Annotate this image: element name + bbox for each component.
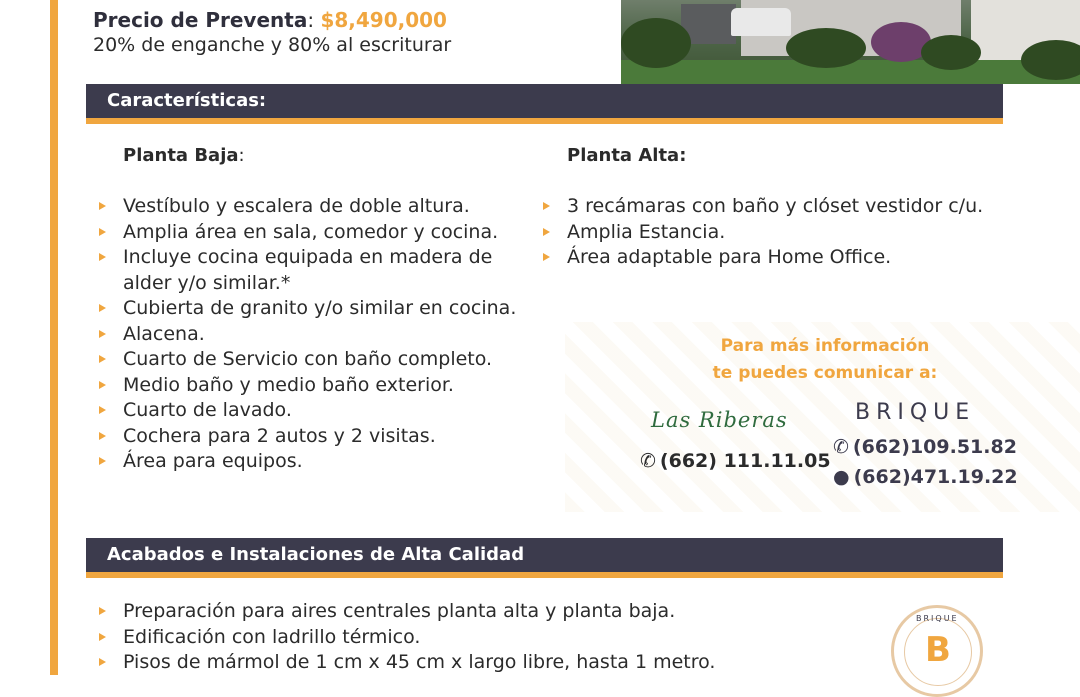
list-item (96, 373, 536, 399)
list-item (96, 398, 536, 424)
seal-mark-icon: B (925, 630, 951, 670)
finishes-header-label: Acabados e Instalaciones de Alta Calidad (107, 544, 525, 565)
presale-price (93, 8, 447, 33)
las-riberas-phone-text: (662) 111.11.05 (659, 450, 831, 472)
list-item-text: Área para equipos. (123, 450, 303, 472)
seal-text: BRIQUE (916, 614, 959, 623)
contact-heading (690, 333, 960, 387)
list-item (540, 220, 990, 246)
car (731, 8, 791, 36)
planta-baja-title (123, 145, 245, 166)
list-item (96, 322, 536, 348)
planta-alta-title: Planta Alta: (567, 145, 687, 166)
payment-terms: 20% de enganche y 80% al escriturar (93, 34, 452, 56)
planta-baja-title-text: Planta Baja (123, 145, 239, 166)
phone-icon: ✆ (640, 450, 656, 472)
features-header-label: Características: (107, 90, 267, 111)
list-item (96, 424, 536, 450)
list-item (96, 625, 876, 651)
bush (621, 18, 691, 68)
list-item (96, 449, 536, 475)
brique-whatsapp-text: (662)471.19.22 (853, 466, 1018, 488)
list-item-text: Edificación con ladrillo térmico. (123, 625, 421, 648)
las-riberas-phone[interactable] (640, 450, 831, 472)
contact-heading-line1: Para más información (720, 336, 930, 356)
bullet-arrow-icon (543, 253, 550, 261)
whatsapp-icon: ● (833, 466, 850, 488)
bush (786, 28, 866, 68)
list-item (96, 650, 876, 676)
contact-heading-line2: te puedes comunicar a: (712, 363, 938, 383)
list-item-text: Cubierta de granito y/o similar en cocina. (123, 297, 517, 319)
list-item (96, 599, 876, 625)
list-item (96, 220, 536, 246)
left-accent-bar (50, 0, 58, 675)
bullet-arrow-icon (99, 304, 106, 312)
list-item (96, 194, 536, 220)
bush (921, 35, 981, 70)
list-item (540, 194, 990, 220)
brique-phone[interactable] (833, 436, 1017, 458)
list-item-text: Alacena. (123, 322, 205, 345)
list-item (96, 347, 536, 373)
list-item-text: Cuarto de lavado. (123, 399, 292, 421)
list-item (96, 296, 536, 322)
list-item-text: Preparación para aires centrales planta alta y planta baja. (123, 600, 676, 622)
list-item-text: Cochera para 2 autos y 2 visitas. (123, 424, 436, 447)
bullet-arrow-icon (99, 228, 106, 236)
list-item-text: Vestíbulo y escalera de doble altura. (123, 195, 470, 217)
bullet-arrow-icon (543, 202, 550, 210)
house-photo (621, 0, 1080, 84)
planta-baja-colon: : (238, 145, 245, 166)
bullet-arrow-icon (99, 253, 106, 261)
bullet-arrow-icon (99, 202, 106, 210)
planta-alta-list (540, 194, 990, 271)
phone-icon: ✆ (833, 436, 849, 458)
bullet-arrow-icon (99, 607, 106, 615)
features-header (86, 84, 1003, 118)
finishes-list (96, 599, 876, 676)
list-item-text: Amplia Estancia. (567, 220, 726, 243)
bullet-arrow-icon (99, 658, 106, 666)
bullet-arrow-icon (99, 330, 106, 338)
brique-logo: BRIQUE (855, 400, 976, 425)
list-item-text: Incluye cocina equipada en madera de alder y/o similar.* (123, 246, 493, 294)
list-item-text: Medio baño y medio baño exterior. (123, 373, 454, 396)
las-riberas-logo: Las Riberas (651, 408, 788, 432)
bullet-arrow-icon (99, 457, 106, 465)
brique-whatsapp[interactable] (833, 466, 1018, 488)
bullet-arrow-icon (99, 633, 106, 641)
list-item-text: Amplia área en sala, comedor y cocina. (123, 220, 499, 243)
bullet-arrow-icon (99, 355, 106, 363)
brique-phone-text: (662)109.51.82 (852, 436, 1017, 458)
list-item (96, 245, 536, 296)
list-item-text: Cuarto de Servicio con baño completo. (123, 348, 493, 370)
price-amount: $8,490,000 (320, 8, 447, 32)
bullet-arrow-icon (543, 228, 550, 236)
list-item-text: 3 recámaras con baño y clóset vestidor c/u. (567, 195, 984, 217)
price-label: Precio de Preventa (93, 8, 308, 32)
finishes-header (86, 538, 1003, 572)
bullet-arrow-icon (99, 381, 106, 389)
list-item (540, 245, 990, 271)
list-item-text: Área adaptable para Home Office. (567, 246, 892, 268)
bullet-arrow-icon (99, 406, 106, 414)
planta-baja-list (96, 194, 536, 475)
list-item-text: Pisos de mármol de 1 cm x 45 cm x largo libre, hasta 1 metro. (123, 651, 716, 673)
bullet-arrow-icon (99, 432, 106, 440)
brique-seal-logo (891, 605, 983, 697)
price-separator: : (307, 8, 321, 32)
